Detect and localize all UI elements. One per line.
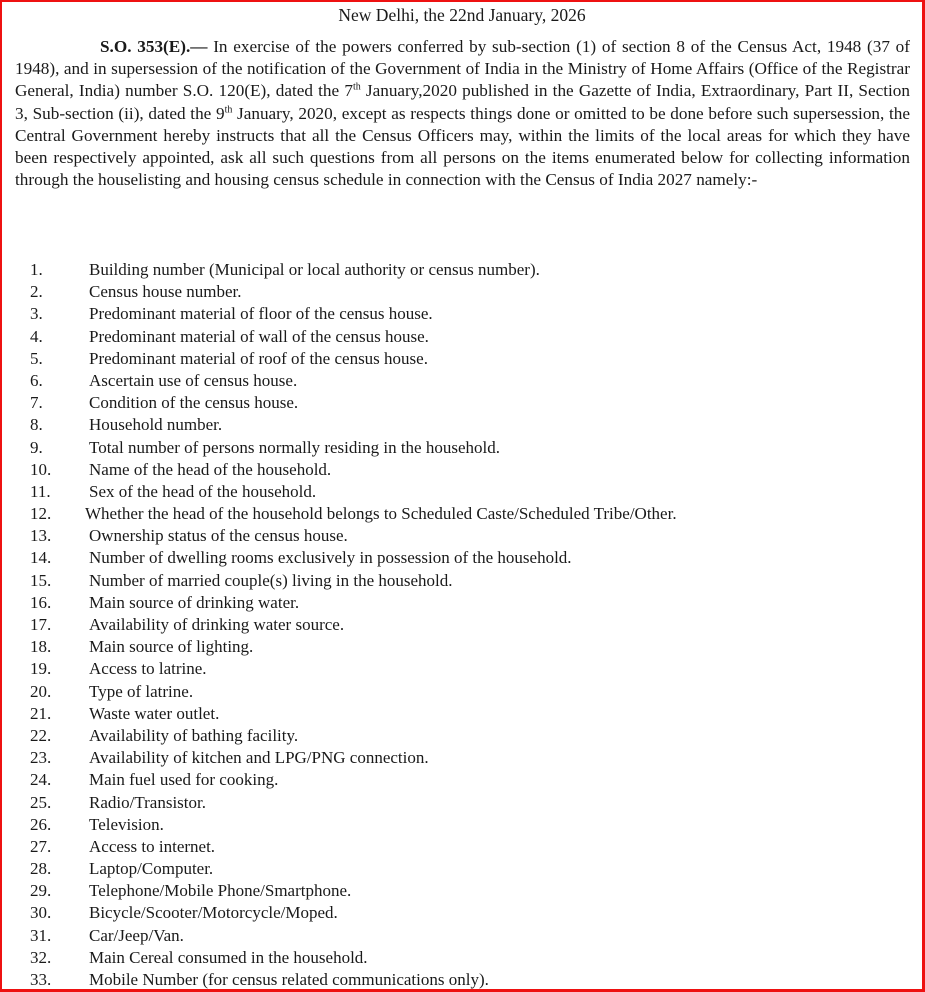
item-number: 15. [30,570,52,590]
item-number: 18. [30,637,52,657]
item-text: Name of the head of the household. [89,459,332,479]
item-text: Condition of the census house. [89,393,299,413]
so-number: S.O. 353(E).— [100,37,208,56]
item-text: Television. [89,814,164,834]
item-text: Predominant material of roof of the census house. [89,348,428,368]
item-number: 28. [30,859,52,879]
item-number: 9. [30,437,43,457]
item-number: 2. [30,282,43,302]
item-text: Availability of bathing facility. [89,725,299,745]
item-text: Building number (Municipal or local authority or census number). [89,260,540,279]
item-text: Mobile Number (for census related communications only). [89,970,489,989]
item-text: Main fuel used for cooking. [89,770,279,790]
item-text: Whether the head of the household belongs to Scheduled Caste/Scheduled Tribe/Other. [85,504,677,524]
item-text: Radio/Transistor. [89,792,206,812]
item-number: 6. [30,370,43,390]
item-number: 3. [30,304,43,324]
item-number: 11. [30,481,51,501]
item-number: 13. [30,526,52,546]
item-number: 29. [30,881,52,901]
item-number: 31. [30,925,52,945]
superscript-th-2: th [224,103,233,115]
preamble-text-3: January, 2020, except as respects things done or omitted to be done before such supersession, the Central Government hereby instructs that all the Census Officers may, within the limits of the local areas for which they have been respectively appointed, ask all such questions from all persons on the items enumerated below for collecting information through the houselisting and housing census schedule in connection with the Census of India 2027 namely:- [15,103,910,190]
superscript-th-1: th [352,81,361,93]
item-text: Availability of kitchen and LPG/PNG connection. [89,748,429,768]
item-number: 12. [30,504,52,524]
item-number: 26. [30,814,52,834]
item-text: Waste water outlet. [89,703,220,723]
item-number: 10. [30,459,52,479]
item-text: Total number of persons normally residing in the household. [89,437,500,457]
item-number: 1. [30,260,43,279]
item-number: 7. [30,393,43,413]
item-number: 27. [30,836,52,856]
item-number: 33. [30,970,52,989]
item-number: 8. [30,415,43,435]
item-number: 16. [30,592,52,612]
item-text: Predominant material of wall of the census house. [89,326,429,346]
item-text: Number of married couple(s) living in the household. [89,570,453,590]
item-text: Main Cereal consumed in the household. [89,947,368,967]
item-number: 4. [30,326,43,346]
item-text: Number of dwelling rooms exclusively in possession of the household. [89,548,572,568]
item-number: 21. [30,703,52,723]
item-number: 19. [30,659,52,679]
item-number: 5. [30,348,43,368]
item-number: 22. [30,725,52,745]
item-text: Household number. [89,415,223,435]
item-text: Bicycle/Scooter/Motorcycle/Moped. [89,903,338,923]
item-text: Type of latrine. [89,681,194,701]
item-number: 25. [30,792,52,812]
preamble-paragraph [15,36,910,191]
item-text: Car/Jeep/Van. [89,925,184,945]
item-number: 30. [30,903,52,923]
item-text: Sex of the head of the household. [89,481,317,501]
item-number: 17. [30,615,52,634]
item-number: 14. [30,548,52,568]
item-text: Main source of drinking water. [89,592,300,612]
item-text: Availability of drinking water source. [89,615,345,634]
item-text: Access to latrine. [89,659,207,679]
item-number: 20. [30,681,52,701]
item-number: 32. [30,947,52,967]
preamble-text-1: In exercise of the powers conferred by sub-section (1) of section 8 of the Census Act, 1948 (37 of 1948), and in supersession of the notification of the Government of India in the Ministry of Home Affairs (Office of the Registrar General, India) number S.O. 120(E), dated the 7 [15,37,910,101]
dateline: New Delhi, the 22nd January, 2026 [338,5,586,25]
preamble-text-2: January,2020 published in the Gazette of India, Extraordinary, Part II, Section 3, Sub-section (ii), dated the 9 [15,81,910,123]
item-text: Telephone/Mobile Phone/Smartphone. [89,881,352,901]
item-text: Main source of lighting. [89,637,254,657]
item-text: Ascertain use of census house. [89,370,298,390]
item-text: Access to internet. [89,836,216,856]
item-text: Predominant material of floor of the census house. [89,304,433,324]
item-text: Census house number. [89,282,242,302]
item-text: Laptop/Computer. [89,859,214,879]
item-text: Ownership status of the census house. [89,526,348,546]
item-number: 23. [30,748,52,768]
item-number: 24. [30,770,52,790]
